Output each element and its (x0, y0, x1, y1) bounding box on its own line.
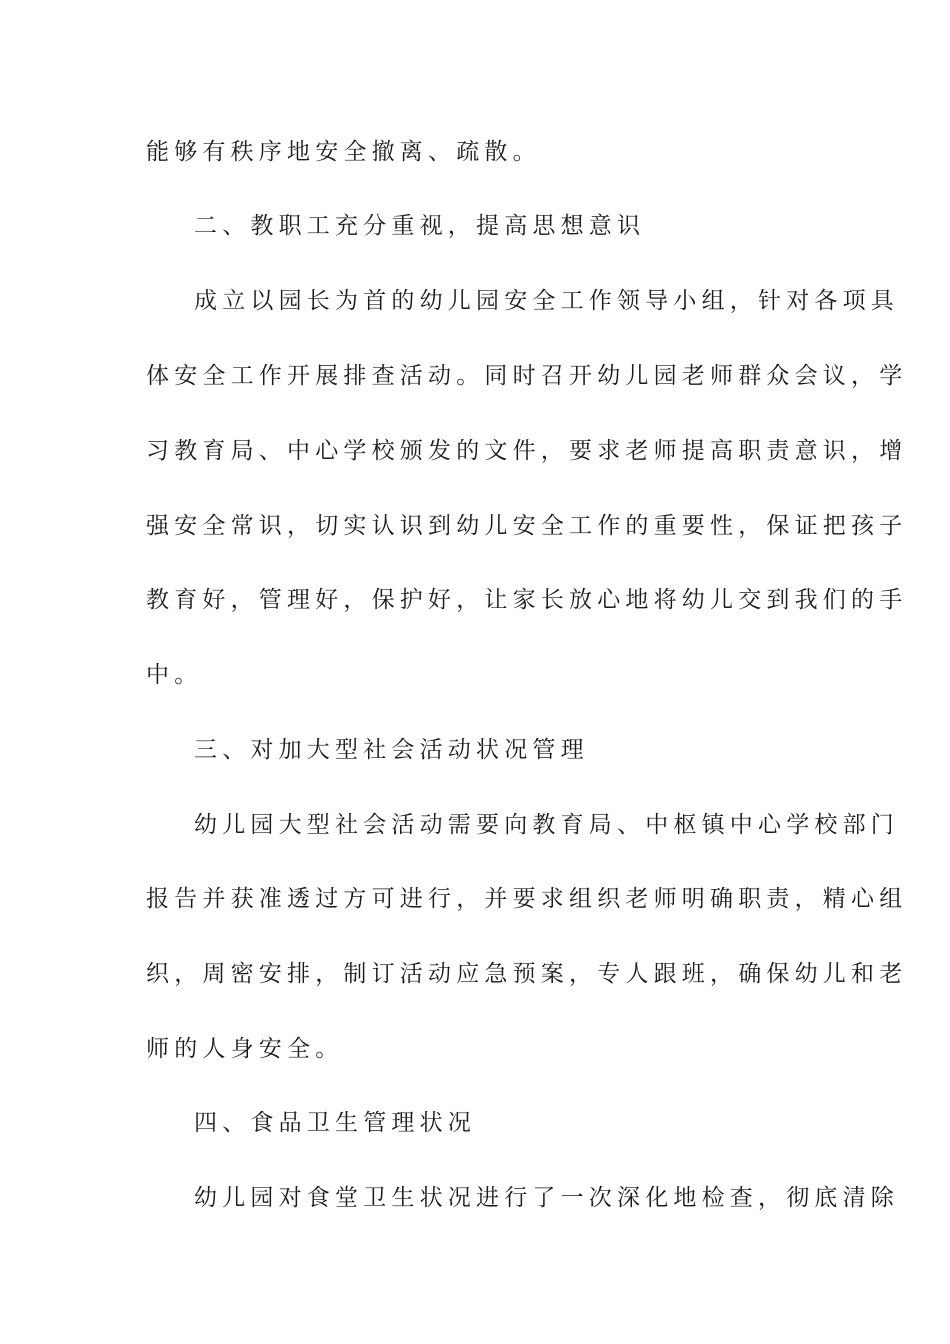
paragraph-line: 成立以园长为首的幼儿园安全工作领导小组，针对各项具 (194, 288, 899, 314)
paragraph-line: 中。 (146, 662, 203, 688)
paragraph-line: 幼儿园大型社会活动需要向教育局、中枢镇中心学校部门 (194, 812, 899, 838)
paragraph-line: 教育好，管理好，保护好，让家长放心地将幼儿交到我们的手 (146, 587, 908, 613)
paragraph-line: 报告并获准透过方可进行，并要求组织老师明确职责，精心组 (146, 886, 908, 912)
section-heading-3: 三、对加大型社会活动状况管理 (194, 737, 589, 763)
section-heading-4: 四、食品卫生管理状况 (194, 1110, 476, 1136)
paragraph-line: 强安全常识，切实认识到幼儿安全工作的重要性，保证把孩子 (146, 513, 908, 539)
paragraph-line: 师的人身安全。 (146, 1036, 344, 1062)
paragraph-line: 能够有秩序地安全撤离、疏散。 (146, 139, 541, 165)
paragraph-line: 幼儿园对食堂卫生状况进行了一次深化地检查，彻底清除 (194, 1185, 899, 1211)
paragraph-line: 织，周密安排，制订活动应急预案，专人跟班，确保幼儿和老 (146, 961, 908, 987)
section-heading-2: 二、教职工充分重视，提高思想意识 (194, 213, 646, 239)
paragraph-line: 体安全工作开展排查活动。同时召开幼儿园老师群众会议，学 (146, 363, 908, 389)
paragraph-line: 习教育局、中心学校颁发的文件，要求老师提高职责意识，增 (146, 438, 908, 464)
